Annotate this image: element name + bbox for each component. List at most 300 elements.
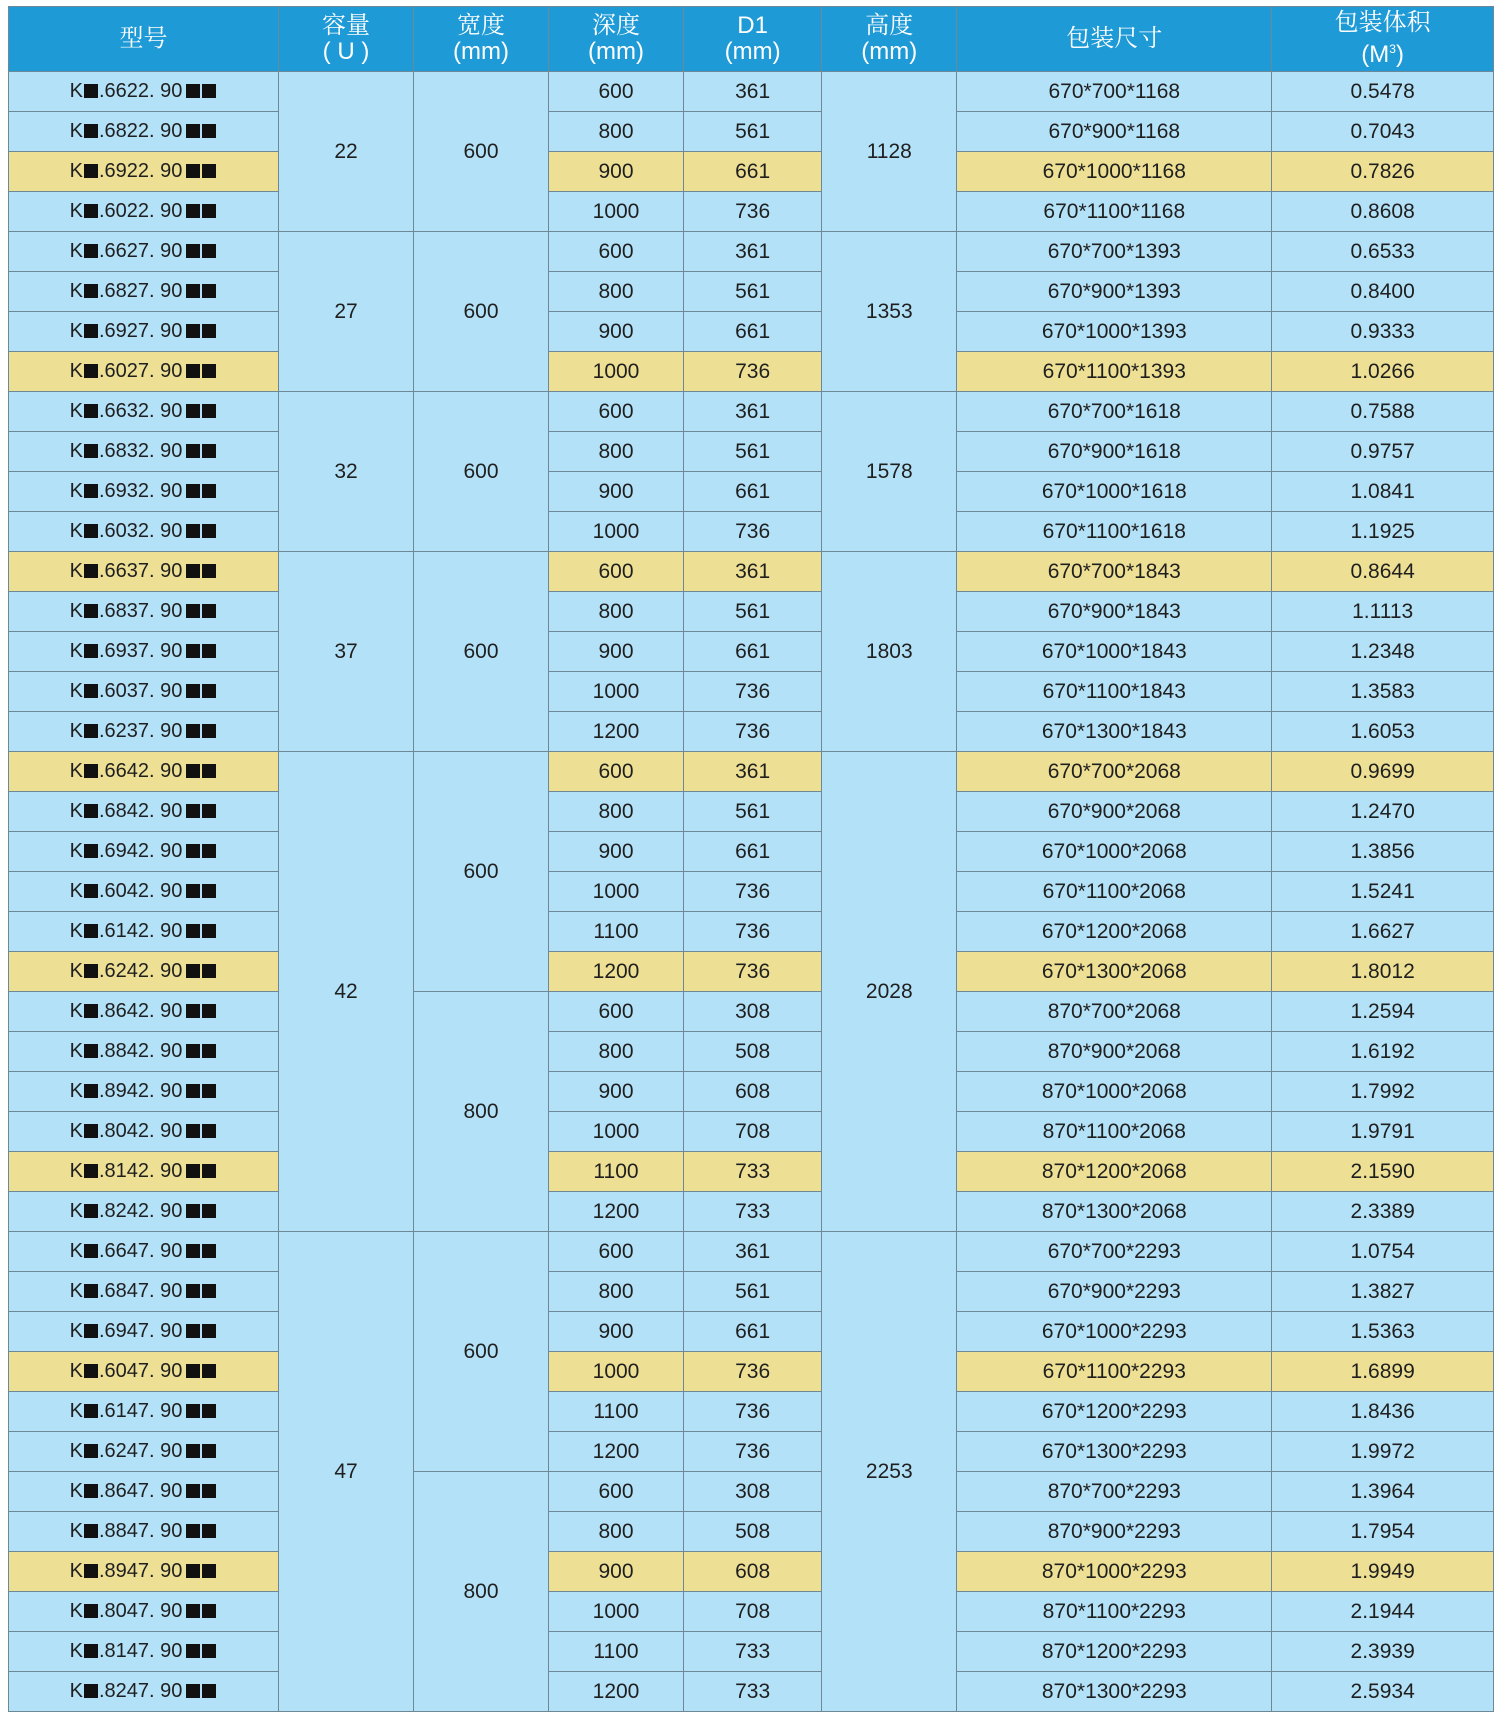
depth-cell: 1100 xyxy=(549,1632,684,1672)
black-square-icon xyxy=(202,924,216,938)
table-row xyxy=(9,752,1494,792)
black-square-icon xyxy=(186,1084,200,1098)
width-cell: 800 xyxy=(414,1472,549,1712)
package-volume-cell: 2.1590 xyxy=(1272,1152,1494,1192)
depth-cell: 600 xyxy=(549,552,684,592)
model-prefix: K xyxy=(69,1600,83,1622)
model-prefix: K xyxy=(69,600,83,622)
package-size-cell: 670*1000*2293 xyxy=(957,1312,1272,1352)
package-volume-cell: 1.8012 xyxy=(1272,952,1494,992)
black-square-icon xyxy=(84,484,98,498)
model-code: .6032. 90 xyxy=(98,520,183,542)
black-square-icon xyxy=(84,1484,98,1498)
black-square-icon xyxy=(186,484,200,498)
model-prefix: K xyxy=(69,1280,83,1302)
model-cell xyxy=(9,912,279,952)
black-square-icon xyxy=(202,1604,216,1618)
package-volume-cell: 1.7992 xyxy=(1272,1072,1494,1112)
model-cell xyxy=(9,392,279,432)
model-code: .8847. 90 xyxy=(98,1520,183,1542)
model-code: .6842. 90 xyxy=(98,800,183,822)
model-code: .6047. 90 xyxy=(98,1360,183,1382)
black-square-icon xyxy=(84,1684,98,1698)
table-row xyxy=(9,472,1494,512)
depth-cell: 1100 xyxy=(549,1152,684,1192)
package-volume-cell: 2.5934 xyxy=(1272,1672,1494,1712)
depth-cell: 900 xyxy=(549,472,684,512)
black-square-icon xyxy=(202,804,216,818)
black-square-icon xyxy=(84,684,98,698)
package-volume-cell: 1.2594 xyxy=(1272,992,1494,1032)
black-square-icon xyxy=(202,524,216,538)
package-volume-cell: 0.9333 xyxy=(1272,312,1494,352)
d1-cell: 736 xyxy=(684,1432,822,1472)
d1-cell: 736 xyxy=(684,352,822,392)
black-square-icon xyxy=(84,1244,98,1258)
model-code: .6922. 90 xyxy=(98,160,183,182)
model-code: .6247. 90 xyxy=(98,1440,183,1462)
black-square-icon xyxy=(202,1444,216,1458)
package-volume-cell: 2.3939 xyxy=(1272,1632,1494,1672)
black-square-icon xyxy=(202,1244,216,1258)
table-row xyxy=(9,312,1494,352)
model-cell xyxy=(9,1272,279,1312)
table-row xyxy=(9,192,1494,232)
table-row xyxy=(9,992,1494,1032)
package-volume-cell: 1.9949 xyxy=(1272,1552,1494,1592)
black-square-icon xyxy=(186,1604,200,1618)
header-package-size: 包装尺寸 xyxy=(957,7,1272,72)
black-square-icon xyxy=(202,1404,216,1418)
black-square-icon xyxy=(202,564,216,578)
d1-cell: 361 xyxy=(684,1232,822,1272)
model-code: .6937. 90 xyxy=(98,640,183,662)
black-square-icon xyxy=(186,164,200,178)
table-row xyxy=(9,1072,1494,1112)
model-prefix: K xyxy=(69,640,83,662)
table-row xyxy=(9,392,1494,432)
black-square-icon xyxy=(186,1244,200,1258)
model-cell xyxy=(9,152,279,192)
package-size-cell: 870*1100*2293 xyxy=(957,1592,1272,1632)
package-volume-cell: 0.8400 xyxy=(1272,272,1494,312)
d1-cell: 561 xyxy=(684,432,822,472)
capacity-cell: 37 xyxy=(279,552,414,752)
black-square-icon xyxy=(202,844,216,858)
black-square-icon xyxy=(186,764,200,778)
model-cell xyxy=(9,1112,279,1152)
height-cell: 1578 xyxy=(822,392,957,552)
d1-cell: 561 xyxy=(684,592,822,632)
black-square-icon xyxy=(202,644,216,658)
black-square-icon xyxy=(186,564,200,578)
black-square-icon xyxy=(186,684,200,698)
black-square-icon xyxy=(202,204,216,218)
package-volume-cell: 1.9972 xyxy=(1272,1432,1494,1472)
height-cell: 1353 xyxy=(822,232,957,392)
package-size-cell: 670*1100*1618 xyxy=(957,512,1272,552)
black-square-icon xyxy=(84,724,98,738)
depth-cell: 600 xyxy=(549,392,684,432)
model-code: .8647. 90 xyxy=(98,1480,183,1502)
depth-cell: 1000 xyxy=(549,1352,684,1392)
depth-cell: 1200 xyxy=(549,1432,684,1472)
model-prefix: K xyxy=(69,560,83,582)
d1-cell: 736 xyxy=(684,712,822,752)
header-capacity: 容量 ( U ) xyxy=(279,7,414,72)
black-square-icon xyxy=(202,604,216,618)
model-code: .8242. 90 xyxy=(98,1200,183,1222)
depth-cell: 600 xyxy=(549,72,684,112)
black-square-icon xyxy=(84,124,98,138)
black-square-icon xyxy=(186,1564,200,1578)
width-cell: 600 xyxy=(414,1232,549,1472)
black-square-icon xyxy=(202,1124,216,1138)
depth-cell: 1200 xyxy=(549,712,684,752)
model-cell xyxy=(9,272,279,312)
model-cell xyxy=(9,792,279,832)
package-volume-cell: 1.6627 xyxy=(1272,912,1494,952)
depth-cell: 1000 xyxy=(549,192,684,232)
header-model: 型号 xyxy=(9,7,279,72)
d1-cell: 736 xyxy=(684,952,822,992)
model-prefix: K xyxy=(69,720,83,742)
package-volume-cell: 1.6192 xyxy=(1272,1032,1494,1072)
package-size-cell: 870*1200*2293 xyxy=(957,1632,1272,1672)
black-square-icon xyxy=(202,244,216,258)
model-prefix: K xyxy=(69,1440,83,1462)
model-cell xyxy=(9,592,279,632)
model-code: .6832. 90 xyxy=(98,440,183,462)
black-square-icon xyxy=(186,1484,200,1498)
model-prefix: K xyxy=(69,1480,83,1502)
model-cell xyxy=(9,112,279,152)
d1-cell: 361 xyxy=(684,392,822,432)
black-square-icon xyxy=(202,684,216,698)
package-volume-cell: 1.6053 xyxy=(1272,712,1494,752)
table-row xyxy=(9,632,1494,672)
model-code: .8947. 90 xyxy=(98,1560,183,1582)
package-size-cell: 870*1200*2068 xyxy=(957,1152,1272,1192)
package-size-cell: 670*900*1393 xyxy=(957,272,1272,312)
table-row xyxy=(9,792,1494,832)
black-square-icon xyxy=(84,1604,98,1618)
model-cell xyxy=(9,1432,279,1472)
package-size-cell: 670*900*2293 xyxy=(957,1272,1272,1312)
d1-cell: 308 xyxy=(684,992,822,1032)
model-cell xyxy=(9,832,279,872)
width-cell: 600 xyxy=(414,552,549,752)
black-square-icon xyxy=(202,764,216,778)
black-square-icon xyxy=(186,404,200,418)
depth-cell: 1000 xyxy=(549,672,684,712)
package-size-cell: 870*900*2068 xyxy=(957,1032,1272,1072)
package-volume-cell: 1.7954 xyxy=(1272,1512,1494,1552)
capacity-cell: 32 xyxy=(279,392,414,552)
package-volume-cell: 1.5363 xyxy=(1272,1312,1494,1352)
package-volume-cell: 0.8644 xyxy=(1272,552,1494,592)
black-square-icon xyxy=(186,844,200,858)
black-square-icon xyxy=(202,1484,216,1498)
black-square-icon xyxy=(202,164,216,178)
header-depth: 深度 (mm) xyxy=(549,7,684,72)
model-cell xyxy=(9,72,279,112)
model-code: .6932. 90 xyxy=(98,480,183,502)
depth-cell: 900 xyxy=(549,632,684,672)
black-square-icon xyxy=(186,964,200,978)
black-square-icon xyxy=(186,124,200,138)
d1-cell: 508 xyxy=(684,1512,822,1552)
package-volume-cell: 1.5241 xyxy=(1272,872,1494,912)
black-square-icon xyxy=(84,564,98,578)
package-size-cell: 870*1300*2293 xyxy=(957,1672,1272,1712)
d1-cell: 661 xyxy=(684,152,822,192)
black-square-icon xyxy=(84,1364,98,1378)
depth-cell: 1100 xyxy=(549,1392,684,1432)
table-row xyxy=(9,1032,1494,1072)
package-size-cell: 670*1200*2068 xyxy=(957,912,1272,952)
black-square-icon xyxy=(84,204,98,218)
package-size-cell: 670*900*1168 xyxy=(957,112,1272,152)
model-code: .6237. 90 xyxy=(98,720,183,742)
model-prefix: K xyxy=(69,1240,83,1262)
black-square-icon xyxy=(186,1124,200,1138)
package-size-cell: 670*700*1843 xyxy=(957,552,1272,592)
black-square-icon xyxy=(186,924,200,938)
model-cell xyxy=(9,1672,279,1712)
d1-cell: 733 xyxy=(684,1672,822,1712)
package-volume-cell: 1.3583 xyxy=(1272,672,1494,712)
package-size-cell: 670*1100*2068 xyxy=(957,872,1272,912)
model-code: .8642. 90 xyxy=(98,1000,183,1022)
depth-cell: 800 xyxy=(549,592,684,632)
package-size-cell: 870*1300*2068 xyxy=(957,1192,1272,1232)
package-volume-cell: 0.7043 xyxy=(1272,112,1494,152)
table-row xyxy=(9,952,1494,992)
header-d1: D1 (mm) xyxy=(684,7,822,72)
package-size-cell: 670*700*1618 xyxy=(957,392,1272,432)
d1-cell: 661 xyxy=(684,472,822,512)
black-square-icon xyxy=(84,1044,98,1058)
table-row xyxy=(9,1392,1494,1432)
model-cell xyxy=(9,1032,279,1072)
black-square-icon xyxy=(84,1204,98,1218)
model-code: .8047. 90 xyxy=(98,1600,183,1622)
table-row xyxy=(9,1552,1494,1592)
table-row xyxy=(9,72,1494,112)
black-square-icon xyxy=(84,964,98,978)
model-code: .6642. 90 xyxy=(98,760,183,782)
package-volume-cell: 1.2348 xyxy=(1272,632,1494,672)
model-cell xyxy=(9,512,279,552)
model-prefix: K xyxy=(69,800,83,822)
black-square-icon xyxy=(202,324,216,338)
model-prefix: K xyxy=(69,1320,83,1342)
black-square-icon xyxy=(186,1644,200,1658)
model-cell xyxy=(9,632,279,672)
black-square-icon xyxy=(186,884,200,898)
width-cell: 800 xyxy=(414,992,549,1232)
table-row xyxy=(9,152,1494,192)
black-square-icon xyxy=(186,1324,200,1338)
package-volume-cell: 0.6533 xyxy=(1272,232,1494,272)
black-square-icon xyxy=(202,124,216,138)
depth-cell: 600 xyxy=(549,752,684,792)
capacity-cell: 47 xyxy=(279,1232,414,1712)
black-square-icon xyxy=(202,364,216,378)
black-square-icon xyxy=(186,724,200,738)
table-row xyxy=(9,1152,1494,1192)
d1-cell: 361 xyxy=(684,232,822,272)
model-cell xyxy=(9,1552,279,1592)
model-prefix: K xyxy=(69,960,83,982)
model-code: .8147. 90 xyxy=(98,1640,183,1662)
black-square-icon xyxy=(186,284,200,298)
package-volume-cell: 1.0841 xyxy=(1272,472,1494,512)
model-prefix: K xyxy=(69,400,83,422)
black-square-icon xyxy=(202,1364,216,1378)
model-code: .8247. 90 xyxy=(98,1680,183,1702)
package-size-cell: 670*1200*2293 xyxy=(957,1392,1272,1432)
model-code: .6632. 90 xyxy=(98,400,183,422)
black-square-icon xyxy=(84,604,98,618)
table-row xyxy=(9,112,1494,152)
depth-cell: 600 xyxy=(549,232,684,272)
table-row xyxy=(9,272,1494,312)
package-volume-cell: 0.9757 xyxy=(1272,432,1494,472)
package-volume-cell: 1.2470 xyxy=(1272,792,1494,832)
black-square-icon xyxy=(186,364,200,378)
package-volume-cell: 1.6899 xyxy=(1272,1352,1494,1392)
depth-cell: 900 xyxy=(549,1552,684,1592)
table-row xyxy=(9,1312,1494,1352)
depth-cell: 600 xyxy=(549,1232,684,1272)
d1-cell: 561 xyxy=(684,792,822,832)
table-row xyxy=(9,1232,1494,1272)
black-square-icon xyxy=(84,444,98,458)
header-width: 宽度 (mm) xyxy=(414,7,549,72)
table-row xyxy=(9,1112,1494,1152)
package-volume-cell: 1.1113 xyxy=(1272,592,1494,632)
model-prefix: K xyxy=(69,840,83,862)
black-square-icon xyxy=(84,1444,98,1458)
capacity-cell: 42 xyxy=(279,752,414,1232)
black-square-icon xyxy=(186,324,200,338)
depth-cell: 1000 xyxy=(549,352,684,392)
model-prefix: K xyxy=(69,240,83,262)
table-row xyxy=(9,432,1494,472)
model-code: .8042. 90 xyxy=(98,1120,183,1142)
table-row xyxy=(9,832,1494,872)
d1-cell: 733 xyxy=(684,1152,822,1192)
package-volume-cell: 1.9791 xyxy=(1272,1112,1494,1152)
model-code: .6947. 90 xyxy=(98,1320,183,1342)
model-prefix: K xyxy=(69,760,83,782)
d1-cell: 561 xyxy=(684,272,822,312)
package-size-cell: 670*1100*2293 xyxy=(957,1352,1272,1392)
black-square-icon xyxy=(84,1324,98,1338)
black-square-icon xyxy=(84,1404,98,1418)
d1-cell: 736 xyxy=(684,1392,822,1432)
depth-cell: 1000 xyxy=(549,1592,684,1632)
depth-cell: 900 xyxy=(549,832,684,872)
package-size-cell: 870*1100*2068 xyxy=(957,1112,1272,1152)
table-row xyxy=(9,1672,1494,1712)
depth-cell: 900 xyxy=(549,312,684,352)
d1-cell: 661 xyxy=(684,832,822,872)
d1-cell: 661 xyxy=(684,1312,822,1352)
package-volume-cell: 1.0266 xyxy=(1272,352,1494,392)
d1-cell: 608 xyxy=(684,1552,822,1592)
height-cell: 2253 xyxy=(822,1232,957,1712)
model-prefix: K xyxy=(69,1200,83,1222)
black-square-icon xyxy=(84,884,98,898)
model-cell xyxy=(9,1512,279,1552)
model-prefix: K xyxy=(69,80,83,102)
width-cell: 600 xyxy=(414,392,549,552)
model-cell xyxy=(9,1632,279,1672)
black-square-icon xyxy=(84,1124,98,1138)
depth-cell: 800 xyxy=(549,1032,684,1072)
model-code: .6837. 90 xyxy=(98,600,183,622)
model-cell xyxy=(9,952,279,992)
header-package-volume: 包装体积 $(M^3)$ xyxy=(1272,7,1494,72)
depth-cell: 800 xyxy=(549,272,684,312)
black-square-icon xyxy=(84,1564,98,1578)
d1-cell: 736 xyxy=(684,512,822,552)
black-square-icon xyxy=(84,644,98,658)
depth-cell: 600 xyxy=(549,992,684,1032)
package-size-cell: 870*700*2293 xyxy=(957,1472,1272,1512)
black-square-icon xyxy=(186,1364,200,1378)
model-prefix: K xyxy=(69,1000,83,1022)
model-code: .6042. 90 xyxy=(98,880,183,902)
package-size-cell: 670*700*2068 xyxy=(957,752,1272,792)
model-cell xyxy=(9,872,279,912)
d1-cell: 708 xyxy=(684,1592,822,1632)
black-square-icon xyxy=(186,1524,200,1538)
black-square-icon xyxy=(202,1284,216,1298)
table-row xyxy=(9,1592,1494,1632)
black-square-icon xyxy=(186,204,200,218)
height-cell: 2028 xyxy=(822,752,957,1232)
depth-cell: 800 xyxy=(549,792,684,832)
width-cell: 600 xyxy=(414,72,549,232)
package-volume-cell: 0.8608 xyxy=(1272,192,1494,232)
package-size-cell: 670*1300*2293 xyxy=(957,1432,1272,1472)
d1-cell: 708 xyxy=(684,1112,822,1152)
table-row xyxy=(9,1272,1494,1312)
black-square-icon xyxy=(202,284,216,298)
package-size-cell: 870*1000*2068 xyxy=(957,1072,1272,1112)
package-volume-cell: 0.5478 xyxy=(1272,72,1494,112)
d1-cell: 661 xyxy=(684,312,822,352)
black-square-icon xyxy=(202,1684,216,1698)
black-square-icon xyxy=(202,84,216,98)
d1-cell: 561 xyxy=(684,1272,822,1312)
black-square-icon xyxy=(84,1164,98,1178)
model-cell xyxy=(9,1232,279,1272)
model-prefix: K xyxy=(69,1400,83,1422)
model-code: .6827. 90 xyxy=(98,280,183,302)
capacity-cell: 22 xyxy=(279,72,414,232)
black-square-icon xyxy=(84,1084,98,1098)
black-square-icon xyxy=(84,1644,98,1658)
height-cell: 1803 xyxy=(822,552,957,752)
package-size-cell: 670*1100*1393 xyxy=(957,352,1272,392)
black-square-icon xyxy=(186,604,200,618)
d1-cell: 508 xyxy=(684,1032,822,1072)
